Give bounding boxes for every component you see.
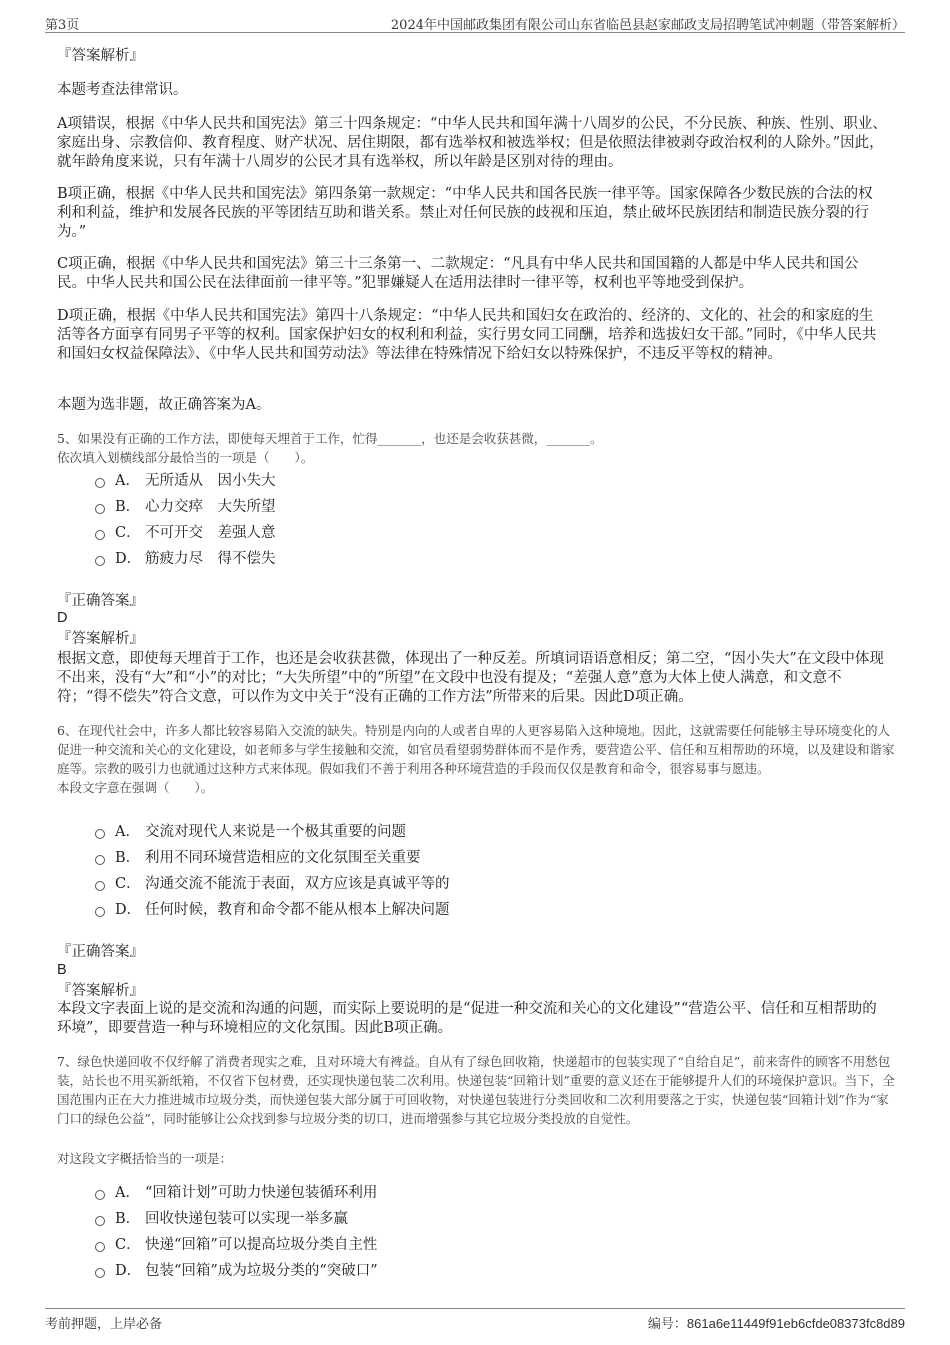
- q6-analysis: 本段文字表面上说的是交流和沟通的问题，而实际上要说明的是“促进一种交流和关心的文化建设”“营造公平、信任和互相帮助的环境”，即要营造一种与环境相应的文化氛围。因此B项正确。: [57, 1001, 877, 1036]
- q6-stem-line1: 6、在现代社会中，许多人都比较容易陷入交流的缺失。特别是内向的人或者自卑的人更容易陷入这种境地。因此，这就需要任何能够主导环境变化的人促进一种交流和关心的文化建设，如老师多与学生接触和交流，如官员看望弱势群体而不是作秀，要营造公平、信任和互相帮助的环境，以及建设和谐家庭等。宗教的吸引力也就通过这种方式来体现。假如我们不善于利用各种环境营造的手段而仅仅是教育和命令，很容易事与愿违。: [57, 723, 895, 776]
- q7-option-d[interactable]: [95, 1261, 378, 1281]
- radio-icon[interactable]: [95, 478, 105, 488]
- code-label: 编号：: [647, 1317, 687, 1332]
- q5-stem-line1: 5、如果没有正确的工作方法，即使每天埋首于工作，忙得_______，也还是会收获甚微，_______。: [57, 431, 603, 446]
- q6-answer: B: [57, 962, 67, 978]
- option-letter: A．: [115, 1185, 140, 1201]
- q6-answer-label: 『正确答案』: [57, 944, 144, 960]
- option-text: “回箱计划”可助力快递包装循环利用: [145, 1185, 378, 1201]
- option-letter: B．: [115, 850, 141, 866]
- option-letter: B．: [115, 1211, 141, 1227]
- document-code: [648, 1313, 905, 1332]
- option-text: 无所适从 因小失大: [145, 473, 276, 489]
- option-letter: D．: [115, 551, 142, 567]
- q4-intro: 本题考查法律常识。: [57, 82, 188, 98]
- option-letter: A．: [115, 824, 140, 840]
- q6-option-b[interactable]: [95, 848, 421, 868]
- q6-stem: [57, 721, 897, 797]
- q6-option-a[interactable]: [95, 822, 406, 842]
- q5-analysis: 根据文意，即使每天埋首于工作，也还是会收获甚微，体现出了一种反差。所填词语语意相反；第二空，“因小失大”在文段中体现不出来，没有“大”和“小”的对比；“大失所望”中的“所望”在文段中也没有提及；“差强人意”意为大体上使人满意，和文意不符；“得不偿失”符合文意，可以作为文中关于“没有正确的工作方法”所带来的后果。因此D项正确。: [57, 651, 884, 705]
- q5-stem: [57, 429, 897, 467]
- option-text: 回收快递包装可以实现一举多赢: [145, 1211, 348, 1227]
- q5-answer-label: 『正确答案』: [57, 593, 144, 609]
- header-divider: [45, 32, 905, 33]
- q5-stem-line2: 依次填入划横线部分最恰当的一项是（ ）。: [57, 450, 314, 465]
- q6-stem-line2: 本段文字意在强调（ ）。: [57, 780, 214, 795]
- q7-stem-line2: 对这段文字概括恰当的一项是：: [57, 1151, 233, 1166]
- q7-option-b[interactable]: [95, 1209, 348, 1229]
- footer-divider: [45, 1308, 905, 1309]
- option-letter: A．: [115, 473, 140, 489]
- option-letter: C．: [115, 525, 141, 541]
- q7-stem-line1: 7、绿色快递回收不仅纾解了消费者现实之难，且对环境大有裨益。自从有了绿色回收箱，快递超市的包装实现了“自给自足”，前来寄件的顾客不用愁包装，站长也不用买新纸箱，不仅省下包材费，还实现快递包装二次利用。快递包装“回箱计划”重要的意义还在于能够提升人们的环境保护意识。当下，全国范围内正在大力推进城市垃圾分类，而快递包装大部分属于可回收物，对快递包装进行分类回收和二次利用要落之于实，快递包装“回箱计划”作为“家门口的绿色公益”，同时能够让公众找到参与垃圾分类的切口，进而增强参与其它垃圾分类投放的自觉性。: [57, 1054, 895, 1126]
- q5-answer: D: [57, 610, 68, 626]
- option-letter: D．: [115, 902, 142, 918]
- page-number: 第3页: [45, 18, 80, 33]
- q7-option-a[interactable]: [95, 1183, 377, 1203]
- q5-option-d[interactable]: [95, 549, 276, 569]
- radio-icon[interactable]: [95, 1216, 105, 1226]
- option-text: 交流对现代人来说是一个极其重要的问题: [145, 824, 406, 840]
- document-title: 2024年中国邮政集团有限公司山东省临邑县赵家邮政支局招聘笔试冲刺题（带答案解析）: [390, 18, 905, 33]
- option-letter: B．: [115, 499, 141, 515]
- radio-icon[interactable]: [95, 829, 105, 839]
- q7-stem-paragraph: [57, 1052, 897, 1128]
- radio-icon[interactable]: [95, 881, 105, 891]
- q6-option-d[interactable]: [95, 900, 450, 920]
- q4-option-c-explanation: C项正确，根据《中华人民共和国宪法》第三十三条第一、二款规定：“凡具有中华人民共和国国籍的人都是中华人民共和国公民。中华人民共和国公民在法律面前一律平等。”犯罪嫌疑人在适用法律时一律平等，权利也平等地受到保护。: [57, 256, 859, 291]
- footer-slogan: 考前押题，上岸必备: [45, 1317, 163, 1332]
- q5-option-c[interactable]: [95, 523, 276, 543]
- option-text: 筋疲力尽 得不偿失: [145, 551, 276, 567]
- option-letter: C．: [115, 1237, 141, 1253]
- radio-icon[interactable]: [95, 1190, 105, 1200]
- q5-analysis-label: 『答案解析』: [57, 631, 144, 647]
- q7-option-c[interactable]: [95, 1235, 377, 1255]
- q4-conclusion: 本题为选非题，故正确答案为A。: [57, 397, 271, 413]
- code-value: 861a6e11449f91eb6cfde08373fc8d89: [686, 1316, 905, 1331]
- radio-icon[interactable]: [95, 556, 105, 566]
- radio-icon[interactable]: [95, 907, 105, 917]
- q6-option-c[interactable]: [95, 874, 450, 894]
- option-text: 利用不同环境营造相应的文化氛围至关重要: [145, 850, 421, 866]
- q7-prompt: [57, 1149, 897, 1168]
- option-text: 任何时候，教育和命令都不能从根本上解决问题: [145, 902, 450, 918]
- q5-option-b[interactable]: [95, 497, 276, 517]
- option-text: 沟通交流不能流于表面，双方应该是真诚平等的: [145, 876, 450, 892]
- q5-option-a[interactable]: [95, 471, 276, 491]
- q4-option-a-explanation: A项错误，根据《中华人民共和国宪法》第三十四条规定：“中华人民共和国年满十八周岁的公民，不分民族、种族、性别、职业、家庭出身、宗教信仰、教育程度、财产状况、居住期限，都有选举权和被选举权；但是依照法律被剥夺政治权利的人除外。”因此，就年龄角度来说，只有年满十八周岁的公民才具有选举权，所以年龄是区别对待的理由。: [57, 116, 887, 170]
- radio-icon[interactable]: [95, 1242, 105, 1252]
- option-letter: D．: [115, 1263, 142, 1279]
- radio-icon[interactable]: [95, 1268, 105, 1278]
- q4-option-d-explanation: D项正确，根据《中华人民共和国宪法》第四十八条规定：“中华人民共和国妇女在政治的、经济的、文化的、社会的和家庭的生活等各方面享有同男子平等的权利。国家保护妇女的权利和利益，实行男女同工同酬，培养和选拔妇女干部。”同时，《中华人民共和国妇女权益保障法》、《中华人民共和国劳动法》等法律在特殊情况下给妇女以特殊保护，不违反平等权的精神。: [57, 308, 877, 362]
- option-text: 心力交瘁 大失所望: [145, 499, 276, 515]
- radio-icon[interactable]: [95, 530, 105, 540]
- option-text: 不可开交 差强人意: [145, 525, 276, 541]
- q4-option-b-explanation: B项正确，根据《中华人民共和国宪法》第四条第一款规定：“中华人民共和国各民族一律平等。国家保障各少数民族的合法的权利和利益，维护和发展各民族的平等团结互助和谐关系。禁止对任何民族的歧视和压迫，禁止破坏民族团结和制造民族分裂的行为。”: [57, 186, 873, 240]
- option-letter: C．: [115, 876, 141, 892]
- option-text: 包装“回箱”成为垃圾分类的“突破口”: [145, 1263, 378, 1279]
- q4-analysis-label: 『答案解析』: [57, 48, 144, 64]
- q6-analysis-label: 『答案解析』: [57, 983, 144, 999]
- option-text: 快递“回箱”可以提高垃圾分类自主性: [145, 1237, 378, 1253]
- radio-icon[interactable]: [95, 504, 105, 514]
- radio-icon[interactable]: [95, 855, 105, 865]
